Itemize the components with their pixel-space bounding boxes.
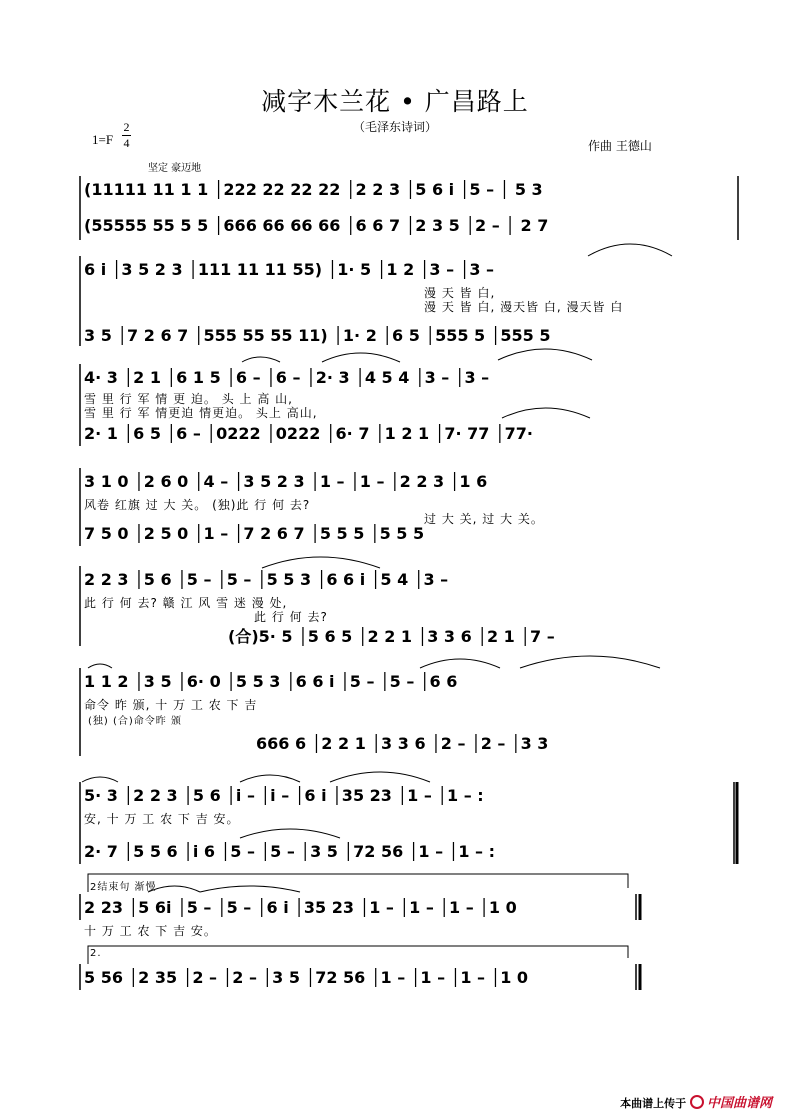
key-signature: 1=F xyxy=(92,132,114,147)
subtitle: （毛泽东诗词） xyxy=(352,120,437,134)
lyric-row-9b: 此 行 何 去? xyxy=(254,610,328,624)
notation-row-6: 2· 1 │6 5 │6 – │0222 │0222 │6· 7 │1 2 1 │7· 77 │77· xyxy=(84,424,533,443)
notation-row-8: 7 5 0 │2 5 0 │1 – │7 2 6 7 │5 5 5 │5 5 5 xyxy=(84,524,425,543)
notation-row-2: (55555 55 5 5 │666 66 66 66 │6 6 7 │2 3 5 │2 – │ 2 7 xyxy=(84,216,549,235)
notation-row-3: 6 i │3 5 2 3 │111 11 11 55) │1· 5 │1 2 │3 – │3 – xyxy=(84,260,495,279)
lyric-row-13: 安, 十 万 工 农 下 吉 安。 xyxy=(84,812,240,826)
ending-label-1: 2结束句 渐慢 xyxy=(90,882,157,893)
notation-row-1: (11111 11 1 1 │222 22 22 22 │2 2 3 │5 6 i │5 – │ 5 3 xyxy=(84,180,543,199)
notation-row-12: 666 6 │2 2 1 │3 3 6 │2 – │2 – │3 3 xyxy=(256,734,549,753)
tempo-marking: 坚定 豪迈地 xyxy=(148,163,202,174)
notation-row-10: (合)5· 5 │5 6 5 │2 2 1 │3 3 6 │2 1 │7 – xyxy=(228,627,555,646)
lyric-row-11a: 命令 昨 颁, 十 万 工 农 下 吉 xyxy=(84,698,258,712)
composer-credit: 作曲 王德山 xyxy=(588,139,652,153)
page-title: 减字木兰花 • 广昌路上 xyxy=(261,87,529,116)
notation-row-16: 5 56 │2 35 │2 – │2 – │3 5 │72 56 │1 – │1 – │1 – │1 0 xyxy=(84,968,529,987)
footer-credit xyxy=(620,1092,772,1111)
ending-label-2: 2. xyxy=(90,948,102,959)
lyric-row-5b: 雪 里 行 军 情更迫 情更迫。 头上 高山, xyxy=(84,406,318,420)
notation-row-15: 2 23 │5 6i │5 – │5 – │6 i │35 23 │1 – │1 – │1 – │1 0 xyxy=(84,898,517,917)
site-logo[interactable]: 中国曲谱网 xyxy=(690,1092,772,1111)
site-logo-icon xyxy=(690,1095,704,1109)
lyric-row-11b: (独) (合)命令昨 颁 xyxy=(88,716,182,727)
notation-row-13: 5· 3 │2 2 3 │5 6 │i – │i – │6 i │35 23 │1 – │1 – : xyxy=(84,786,484,805)
lyric-row-7a: 风卷 红旗 过 大 关。 (独)此 行 何 去? xyxy=(84,498,311,512)
notation-row-11: 1 1 2 │3 5 │6· 0 │5 5 3 │6 6 i │5 – │5 – │6 6 xyxy=(84,672,458,691)
lyric-row-3a: 漫 天 皆 白, xyxy=(424,286,496,300)
notation-row-4: 3 5 │7 2 6 7 │555 55 55 11) │1· 2 │6 5 │555 5 │555 5 xyxy=(84,326,551,345)
notation-row-7: 3 1 0 │2 6 0 │4 – │3 5 2 3 │1 – │1 – │2 2 3 │1 6 xyxy=(84,472,488,491)
lyric-row-15: 十 万 工 农 下 吉 安。 xyxy=(84,924,217,938)
notation-row-9: 2 2 3 │5 6 │5 – │5 – │5 5 3 │6 6 i │5 4 │3 – xyxy=(84,570,449,589)
upload-text: 本曲谱上传于 xyxy=(620,1097,687,1110)
meter-bottom: 4 xyxy=(123,136,130,150)
notation-row-14: 2· 7 │5 5 6 │i 6 │5 – │5 – │3 5 │72 56 │1 – │1 – : xyxy=(84,842,495,861)
notation-row-5: 4· 3 │2 1 │6 1 5 │6 – │6 – │2· 3 │4 5 4 │3 – │3 – xyxy=(84,368,490,387)
lyric-row-9a: 此 行 何 去? 赣 江 风 雪 迷 漫 处, xyxy=(84,596,288,610)
lyric-row-7b: 过 大 关, 过 大 关。 xyxy=(424,512,544,526)
meter-top: 2 xyxy=(123,120,130,134)
lyric-row-5a: 雪 里 行 军 情 更 迫。 头 上 高 山, xyxy=(84,392,293,406)
lyric-row-3b: 漫 天 皆 白, 漫天皆 白, 漫天皆 白 xyxy=(424,300,624,314)
